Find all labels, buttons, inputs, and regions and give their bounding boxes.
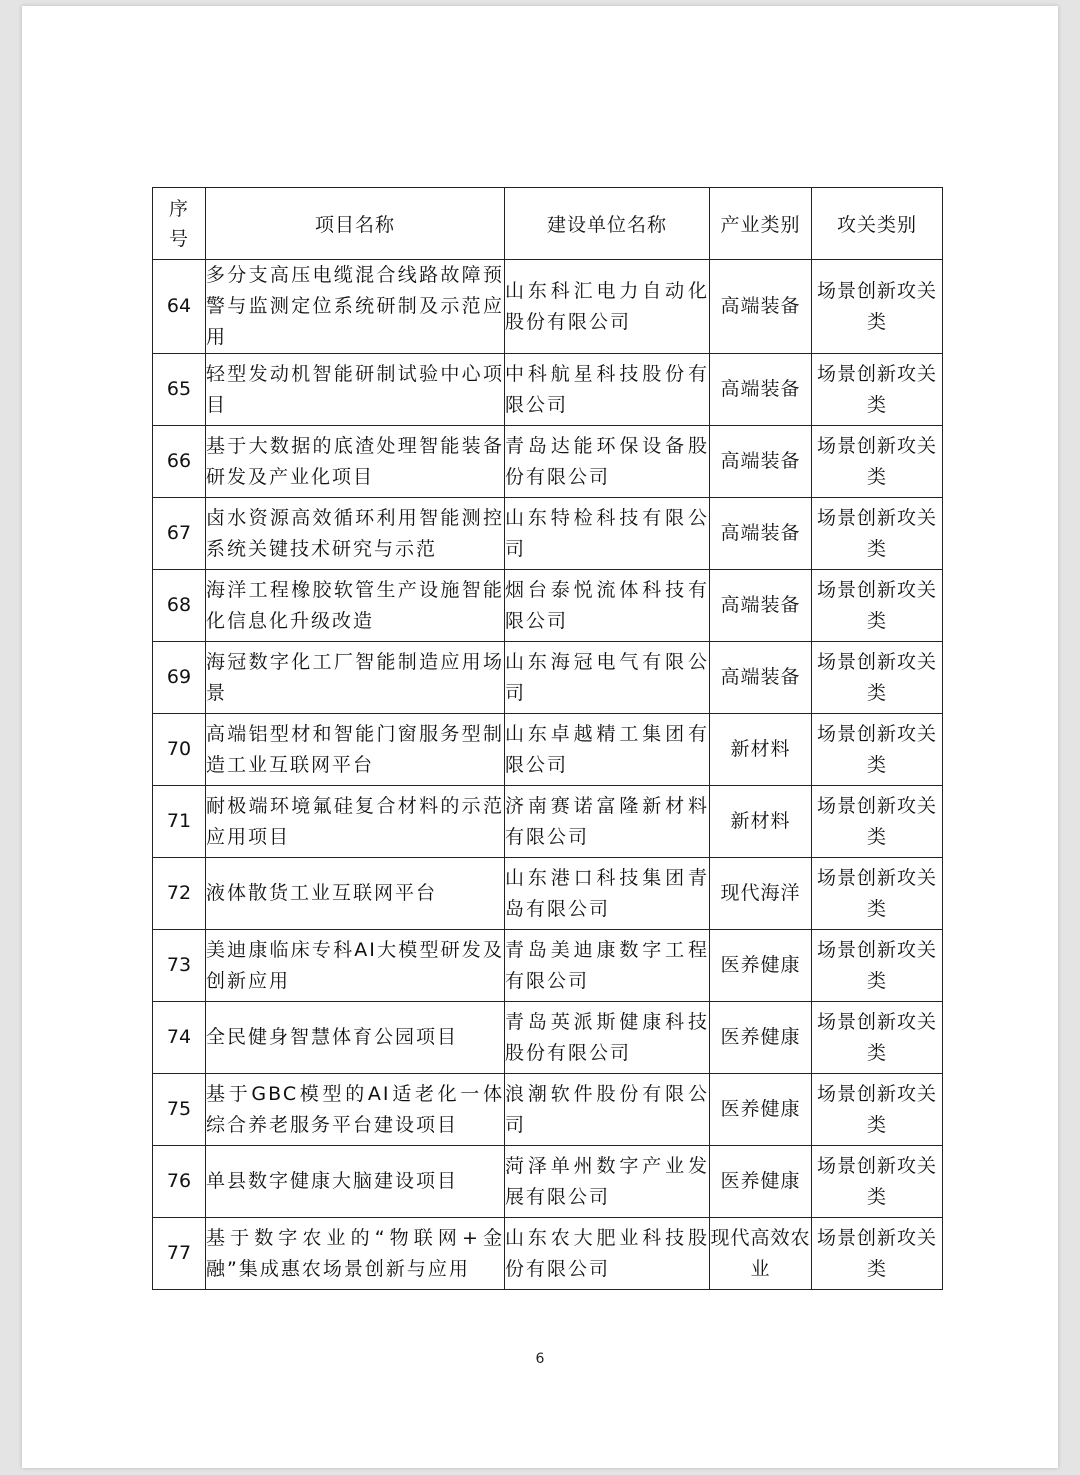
document-page bbox=[22, 6, 1058, 1468]
cell-unit-name: 菏泽单州数字产业发展有限公司 bbox=[505, 1146, 710, 1218]
table-row bbox=[153, 786, 943, 858]
cell-seq: 73 bbox=[153, 930, 206, 1002]
cell-industry: 高端装备 bbox=[710, 354, 812, 426]
cell-seq: 70 bbox=[153, 714, 206, 786]
cell-type: 场景创新攻关类 bbox=[812, 858, 943, 930]
cell-project-name: 高端铝型材和智能门窗服务型制造工业互联网平台 bbox=[206, 714, 505, 786]
table-row bbox=[153, 1002, 943, 1074]
cell-seq: 67 bbox=[153, 498, 206, 570]
cell-industry: 高端装备 bbox=[710, 498, 812, 570]
cell-project-name: 基于大数据的底渣处理智能装备研发及产业化项目 bbox=[206, 426, 505, 498]
cell-unit-name: 烟台泰悦流体科技有限公司 bbox=[505, 570, 710, 642]
cell-seq: 68 bbox=[153, 570, 206, 642]
cell-unit-name: 山东农大肥业科技股份有限公司 bbox=[505, 1218, 710, 1290]
header-industry: 产业类别 bbox=[710, 188, 812, 260]
cell-type: 场景创新攻关类 bbox=[812, 260, 943, 354]
cell-seq: 64 bbox=[153, 260, 206, 354]
table-row bbox=[153, 354, 943, 426]
cell-project-name: 基于GBC模型的AI适老化一体综合养老服务平台建设项目 bbox=[206, 1074, 505, 1146]
cell-type: 场景创新攻关类 bbox=[812, 354, 943, 426]
cell-project-name: 轻型发动机智能研制试验中心项目 bbox=[206, 354, 505, 426]
cell-unit-name: 济南赛诺富隆新材料有限公司 bbox=[505, 786, 710, 858]
table-row bbox=[153, 260, 943, 354]
cell-industry: 新材料 bbox=[710, 786, 812, 858]
cell-project-name: 多分支高压电缆混合线路故障预警与监测定位系统研制及示范应用 bbox=[206, 260, 505, 354]
cell-seq: 76 bbox=[153, 1146, 206, 1218]
table-header-row bbox=[153, 188, 943, 260]
cell-type: 场景创新攻关类 bbox=[812, 1218, 943, 1290]
cell-project-name: 液体散货工业互联网平台 bbox=[206, 858, 505, 930]
cell-unit-name: 浪潮软件股份有限公司 bbox=[505, 1074, 710, 1146]
table-row bbox=[153, 426, 943, 498]
table-row bbox=[153, 1146, 943, 1218]
header-unit-name: 建设单位名称 bbox=[505, 188, 710, 260]
table-row bbox=[153, 570, 943, 642]
cell-unit-name: 山东港口科技集团青岛有限公司 bbox=[505, 858, 710, 930]
cell-industry: 医养健康 bbox=[710, 930, 812, 1002]
cell-unit-name: 青岛达能环保设备股份有限公司 bbox=[505, 426, 710, 498]
table-row bbox=[153, 1074, 943, 1146]
cell-industry: 高端装备 bbox=[710, 570, 812, 642]
cell-seq: 72 bbox=[153, 858, 206, 930]
cell-project-name: 全民健身智慧体育公园项目 bbox=[206, 1002, 505, 1074]
cell-seq: 71 bbox=[153, 786, 206, 858]
cell-unit-name: 山东海冠电气有限公司 bbox=[505, 642, 710, 714]
cell-industry: 现代高效农业 bbox=[710, 1218, 812, 1290]
header-type: 攻关类别 bbox=[812, 188, 943, 260]
cell-seq: 74 bbox=[153, 1002, 206, 1074]
cell-unit-name: 山东特检科技有限公司 bbox=[505, 498, 710, 570]
cell-industry: 高端装备 bbox=[710, 426, 812, 498]
table-row bbox=[153, 1218, 943, 1290]
cell-seq: 65 bbox=[153, 354, 206, 426]
cell-type: 场景创新攻关类 bbox=[812, 1146, 943, 1218]
cell-industry: 新材料 bbox=[710, 714, 812, 786]
cell-unit-name: 山东卓越精工集团有限公司 bbox=[505, 714, 710, 786]
table-row bbox=[153, 498, 943, 570]
cell-seq: 77 bbox=[153, 1218, 206, 1290]
cell-type: 场景创新攻关类 bbox=[812, 1074, 943, 1146]
cell-project-name: 海冠数字化工厂智能制造应用场景 bbox=[206, 642, 505, 714]
table-row bbox=[153, 858, 943, 930]
cell-industry: 高端装备 bbox=[710, 260, 812, 354]
cell-project-name: 卤水资源高效循环利用智能测控系统关键技术研究与示范 bbox=[206, 498, 505, 570]
cell-type: 场景创新攻关类 bbox=[812, 786, 943, 858]
cell-project-name: 单县数字健康大脑建设项目 bbox=[206, 1146, 505, 1218]
cell-industry: 医养健康 bbox=[710, 1146, 812, 1218]
cell-unit-name: 中科航星科技股份有限公司 bbox=[505, 354, 710, 426]
header-seq-label: 序号 bbox=[169, 197, 190, 250]
cell-type: 场景创新攻关类 bbox=[812, 930, 943, 1002]
cell-unit-name: 青岛英派斯健康科技股份有限公司 bbox=[505, 1002, 710, 1074]
cell-unit-name: 青岛美迪康数字工程有限公司 bbox=[505, 930, 710, 1002]
cell-seq: 75 bbox=[153, 1074, 206, 1146]
cell-type: 场景创新攻关类 bbox=[812, 714, 943, 786]
cell-seq: 69 bbox=[153, 642, 206, 714]
cell-seq: 66 bbox=[153, 426, 206, 498]
cell-type: 场景创新攻关类 bbox=[812, 1002, 943, 1074]
cell-industry: 医养健康 bbox=[710, 1074, 812, 1146]
cell-project-name: 美迪康临床专科AI大模型研发及创新应用 bbox=[206, 930, 505, 1002]
table-row bbox=[153, 930, 943, 1002]
cell-type: 场景创新攻关类 bbox=[812, 570, 943, 642]
cell-type: 场景创新攻关类 bbox=[812, 642, 943, 714]
table-row bbox=[153, 714, 943, 786]
project-table bbox=[152, 187, 943, 1290]
cell-industry: 现代海洋 bbox=[710, 858, 812, 930]
header-project-name: 项目名称 bbox=[206, 188, 505, 260]
table-row bbox=[153, 642, 943, 714]
header-seq bbox=[153, 188, 206, 260]
cell-industry: 医养健康 bbox=[710, 1002, 812, 1074]
cell-project-name: 耐极端环境氟硅复合材料的示范应用项目 bbox=[206, 786, 505, 858]
page-number: 6 bbox=[535, 1351, 545, 1367]
cell-type: 场景创新攻关类 bbox=[812, 498, 943, 570]
cell-unit-name: 山东科汇电力自动化股份有限公司 bbox=[505, 260, 710, 354]
cell-type: 场景创新攻关类 bbox=[812, 426, 943, 498]
cell-industry: 高端装备 bbox=[710, 642, 812, 714]
cell-project-name: 海洋工程橡胶软管生产设施智能化信息化升级改造 bbox=[206, 570, 505, 642]
cell-project-name: 基于数字农业的“物联网+金融”集成惠农场景创新与应用 bbox=[206, 1218, 505, 1290]
